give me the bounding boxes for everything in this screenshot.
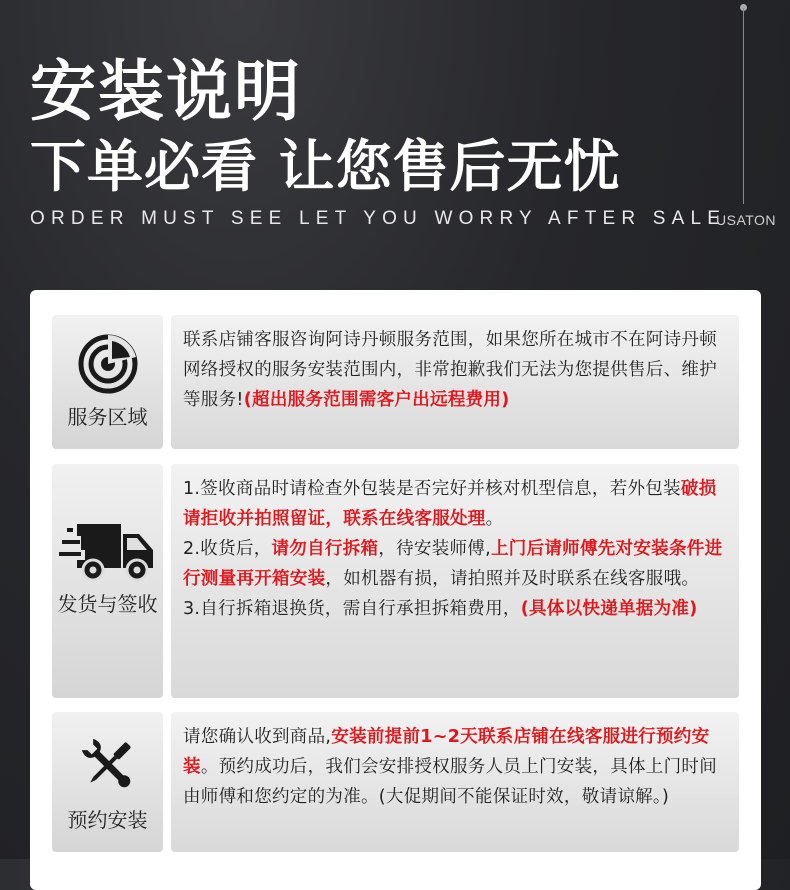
paragraph-text: 2.收货后， <box>183 539 272 559</box>
decorative-line <box>743 8 744 204</box>
section-label: 发货与签收 <box>57 592 158 616</box>
section-paragraph <box>183 325 727 415</box>
section-icon-box <box>52 712 163 852</box>
paragraph-text: ，待安装师傅, <box>378 539 491 559</box>
section-service-area <box>52 315 739 449</box>
section-paragraph <box>183 722 727 812</box>
page-subtitle: ORDER MUST SEE LET YOU WORRY AFTER SALE <box>30 208 727 229</box>
section-text <box>171 712 739 852</box>
paragraph-highlight: (具体以快递单据为准) <box>520 599 698 619</box>
paragraph-text: 联系店铺客服咨询阿诗丹顿服务范围，如果您所在城市不在阿诗丹顿网络授权的服务安装范围内，非常抱歉我们无法为您提供售后、维护等服务! <box>183 330 717 410</box>
paragraph-highlight: 请勿自行拆箱 <box>271 539 379 559</box>
section-delivery <box>52 464 739 698</box>
page-headline: 下单必看 让您售后无忧 <box>30 135 621 200</box>
page-title: 安装说明 <box>30 53 302 130</box>
section-paragraph <box>183 474 727 534</box>
section-icon-box <box>52 464 163 698</box>
section-paragraph <box>183 594 727 624</box>
paragraph-highlight: 安装前提前1~2天联系店铺在线客服进行预约安装 <box>183 727 710 777</box>
paragraph-text: 。预约成功后，我们会安排授权服务人员上门安装，具体上门时间由师傅和您约定的为准。(大促期间不能保证时效，敬请谅解。) <box>183 757 718 807</box>
paragraph-text: 3.自行拆箱退换货，需自行承担拆箱费用， <box>183 599 521 619</box>
paragraph-highlight: (超出服务范围需客户出远程费用) <box>243 390 510 410</box>
instructions-card <box>30 290 761 890</box>
paragraph-highlight: 破损请拒收并拍照留证，联系在线客服处理 <box>183 479 717 529</box>
section-label: 服务区域 <box>67 405 148 429</box>
section-label: 预约安装 <box>67 808 148 832</box>
tools-icon <box>52 734 163 800</box>
paragraph-text: 1.签收商品时请检查外包装是否完好并核对机型信息，若外包装 <box>183 479 681 499</box>
brand-name: USATON <box>716 212 777 228</box>
section-text <box>171 464 739 698</box>
delivery-truck-icon <box>52 520 163 588</box>
paragraph-highlight: 上门后请师傅先对安装条件进行测量再开箱安装 <box>183 539 723 589</box>
paragraph-text: ，如机器有损，请拍照并及时联系在线客服哦。 <box>325 569 700 589</box>
section-paragraph <box>183 534 727 594</box>
paragraph-text: 。 <box>485 509 504 529</box>
target-icon <box>52 333 163 399</box>
section-icon-box <box>52 315 163 449</box>
paragraph-text: 请您确认收到商品, <box>183 727 332 747</box>
section-text <box>171 315 739 449</box>
section-installation <box>52 712 739 852</box>
